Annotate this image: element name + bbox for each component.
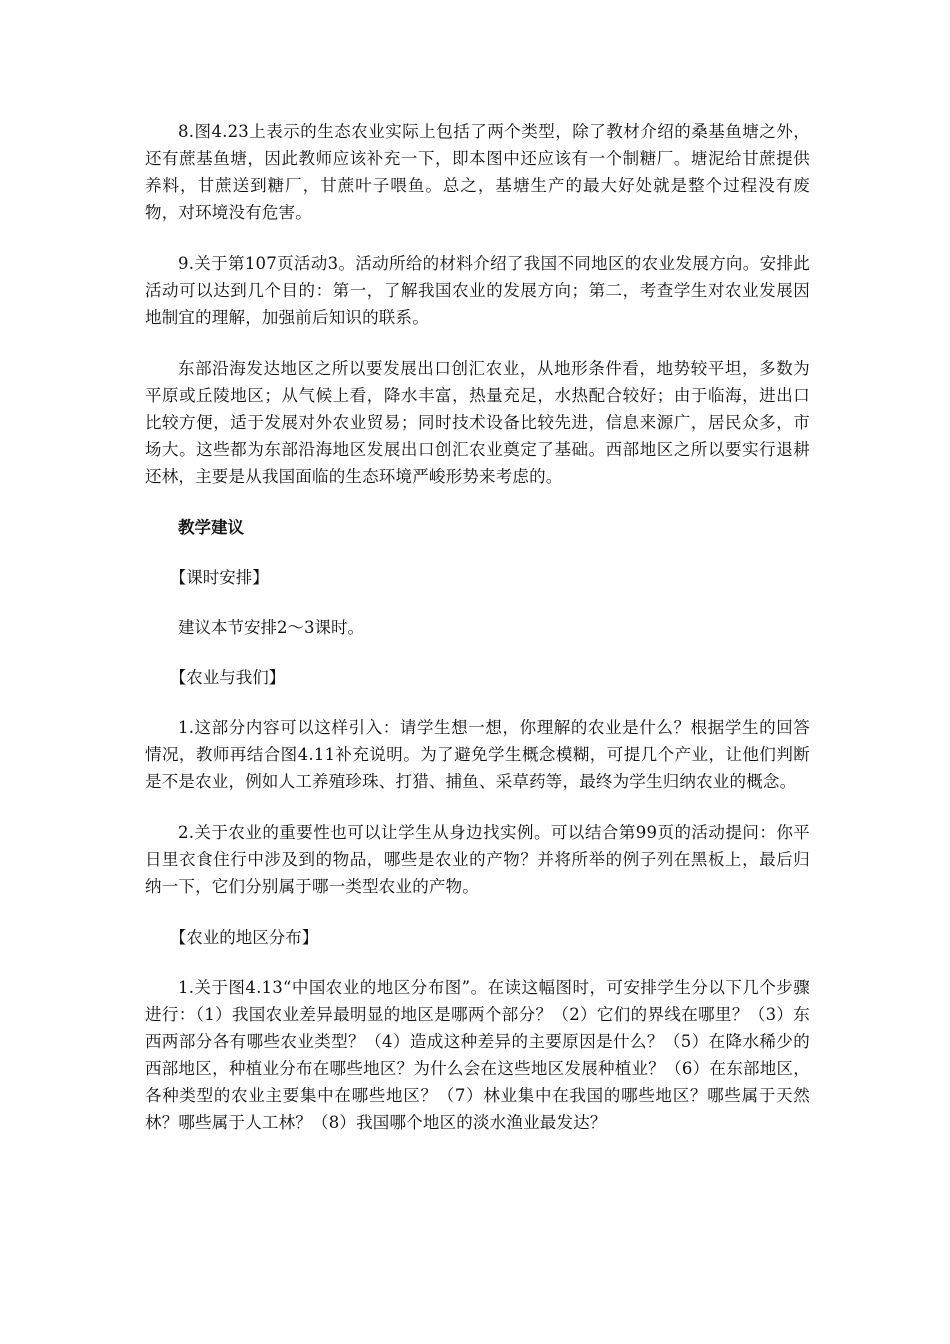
paragraph-distribution-1: 1.关于图4.13“中国农业的地区分布图”。在读这幅图时，可安排学生分以下几个步骤进行：（1）我国农业差异最明显的地区是哪两个部分？（2）它们的界线在哪里？（3）东西两部分各有哪些农业类型？（4）造成这种差异的主要原因是什么？（5）在降水稀少的西部地区，种植业分布在哪些地区？为什么会在这些地区发展种植业？（6）在东部地区，各种类型的农业主要集中在哪些地区？（7）林业集中在我国的哪些地区？哪些属于天然林？哪些属于人工林？（8）我国哪个地区的淡水渔业最发达？ bbox=[145, 978, 810, 1132]
paragraph-agri-us-1: 1.这部分内容可以这样引入：请学生想一想，你理解的农业是什么？根据学生的回答情况，教师再结合图4.11补充说明。为了避免学生概念模糊，可提几个产业，让他们判断是不是农业，例如人工养殖珍珠、打猎、捕鱼、采草药等，最终为学生归纳农业的概念。 bbox=[145, 718, 810, 791]
paragraph-agri-us-2: 2.关于农业的重要性也可以让学生从身边找实例。可以结合第99页的活动提问：你平日里衣食住行中涉及到的物品，哪些是农业的产物？并将所举的例子列在黑板上，最后归纳一下，它们分别属于哪一类型农业的产物。 bbox=[145, 823, 810, 896]
section-heading-teaching: 教学建议 bbox=[178, 518, 244, 537]
subheading-schedule: 【课时安排】 bbox=[169, 568, 269, 587]
paragraph-east-west: 东部沿海发达地区之所以要发展出口创汇农业，从地形条件看，地势较平坦，多数为平原或丘陵地区；从气候上看，降水丰富，热量充足，水热配合较好；由于临海，进出口比较方便，适于发展对外农业贸易；同时技术设备比较先进，信息来源广，居民众多，市场大。这些都为东部沿海地区发展出口创汇农业奠定了基础。西部地区之所以要实行退耕还林，主要是从我国面临的生态环境严峻形势来考虑的。 bbox=[145, 359, 810, 486]
subheading-distribution: 【农业的地区分布】 bbox=[169, 928, 319, 947]
paragraph-8: 8.图4.23上表示的生态农业实际上包括了两个类型，除了教材介绍的桑基鱼塘之外，还有蔗基鱼塘，因此教师应该补充一下，即本图中还应该有一个制糖厂。塘泥给甘蔗提供养料，甘蔗送到糖厂，甘蔗叶子喂鱼。总之，基塘生产的最大好处就是整个过程没有废物，对环境没有危害。 bbox=[145, 122, 810, 222]
document-page bbox=[145, 118, 810, 1160]
subheading-agriculture-and-us: 【农业与我们】 bbox=[169, 668, 286, 687]
paragraph-9: 9.关于第107页活动3。活动所给的材料介绍了我国不同地区的农业发展方向。安排此活动可以达到几个目的：第一，了解我国农业的发展方向；第二，考查学生对农业发展因地制宜的理解，加强前后知识的联系。 bbox=[145, 254, 810, 327]
schedule-text: 建议本节安排2～3课时。 bbox=[178, 618, 364, 637]
